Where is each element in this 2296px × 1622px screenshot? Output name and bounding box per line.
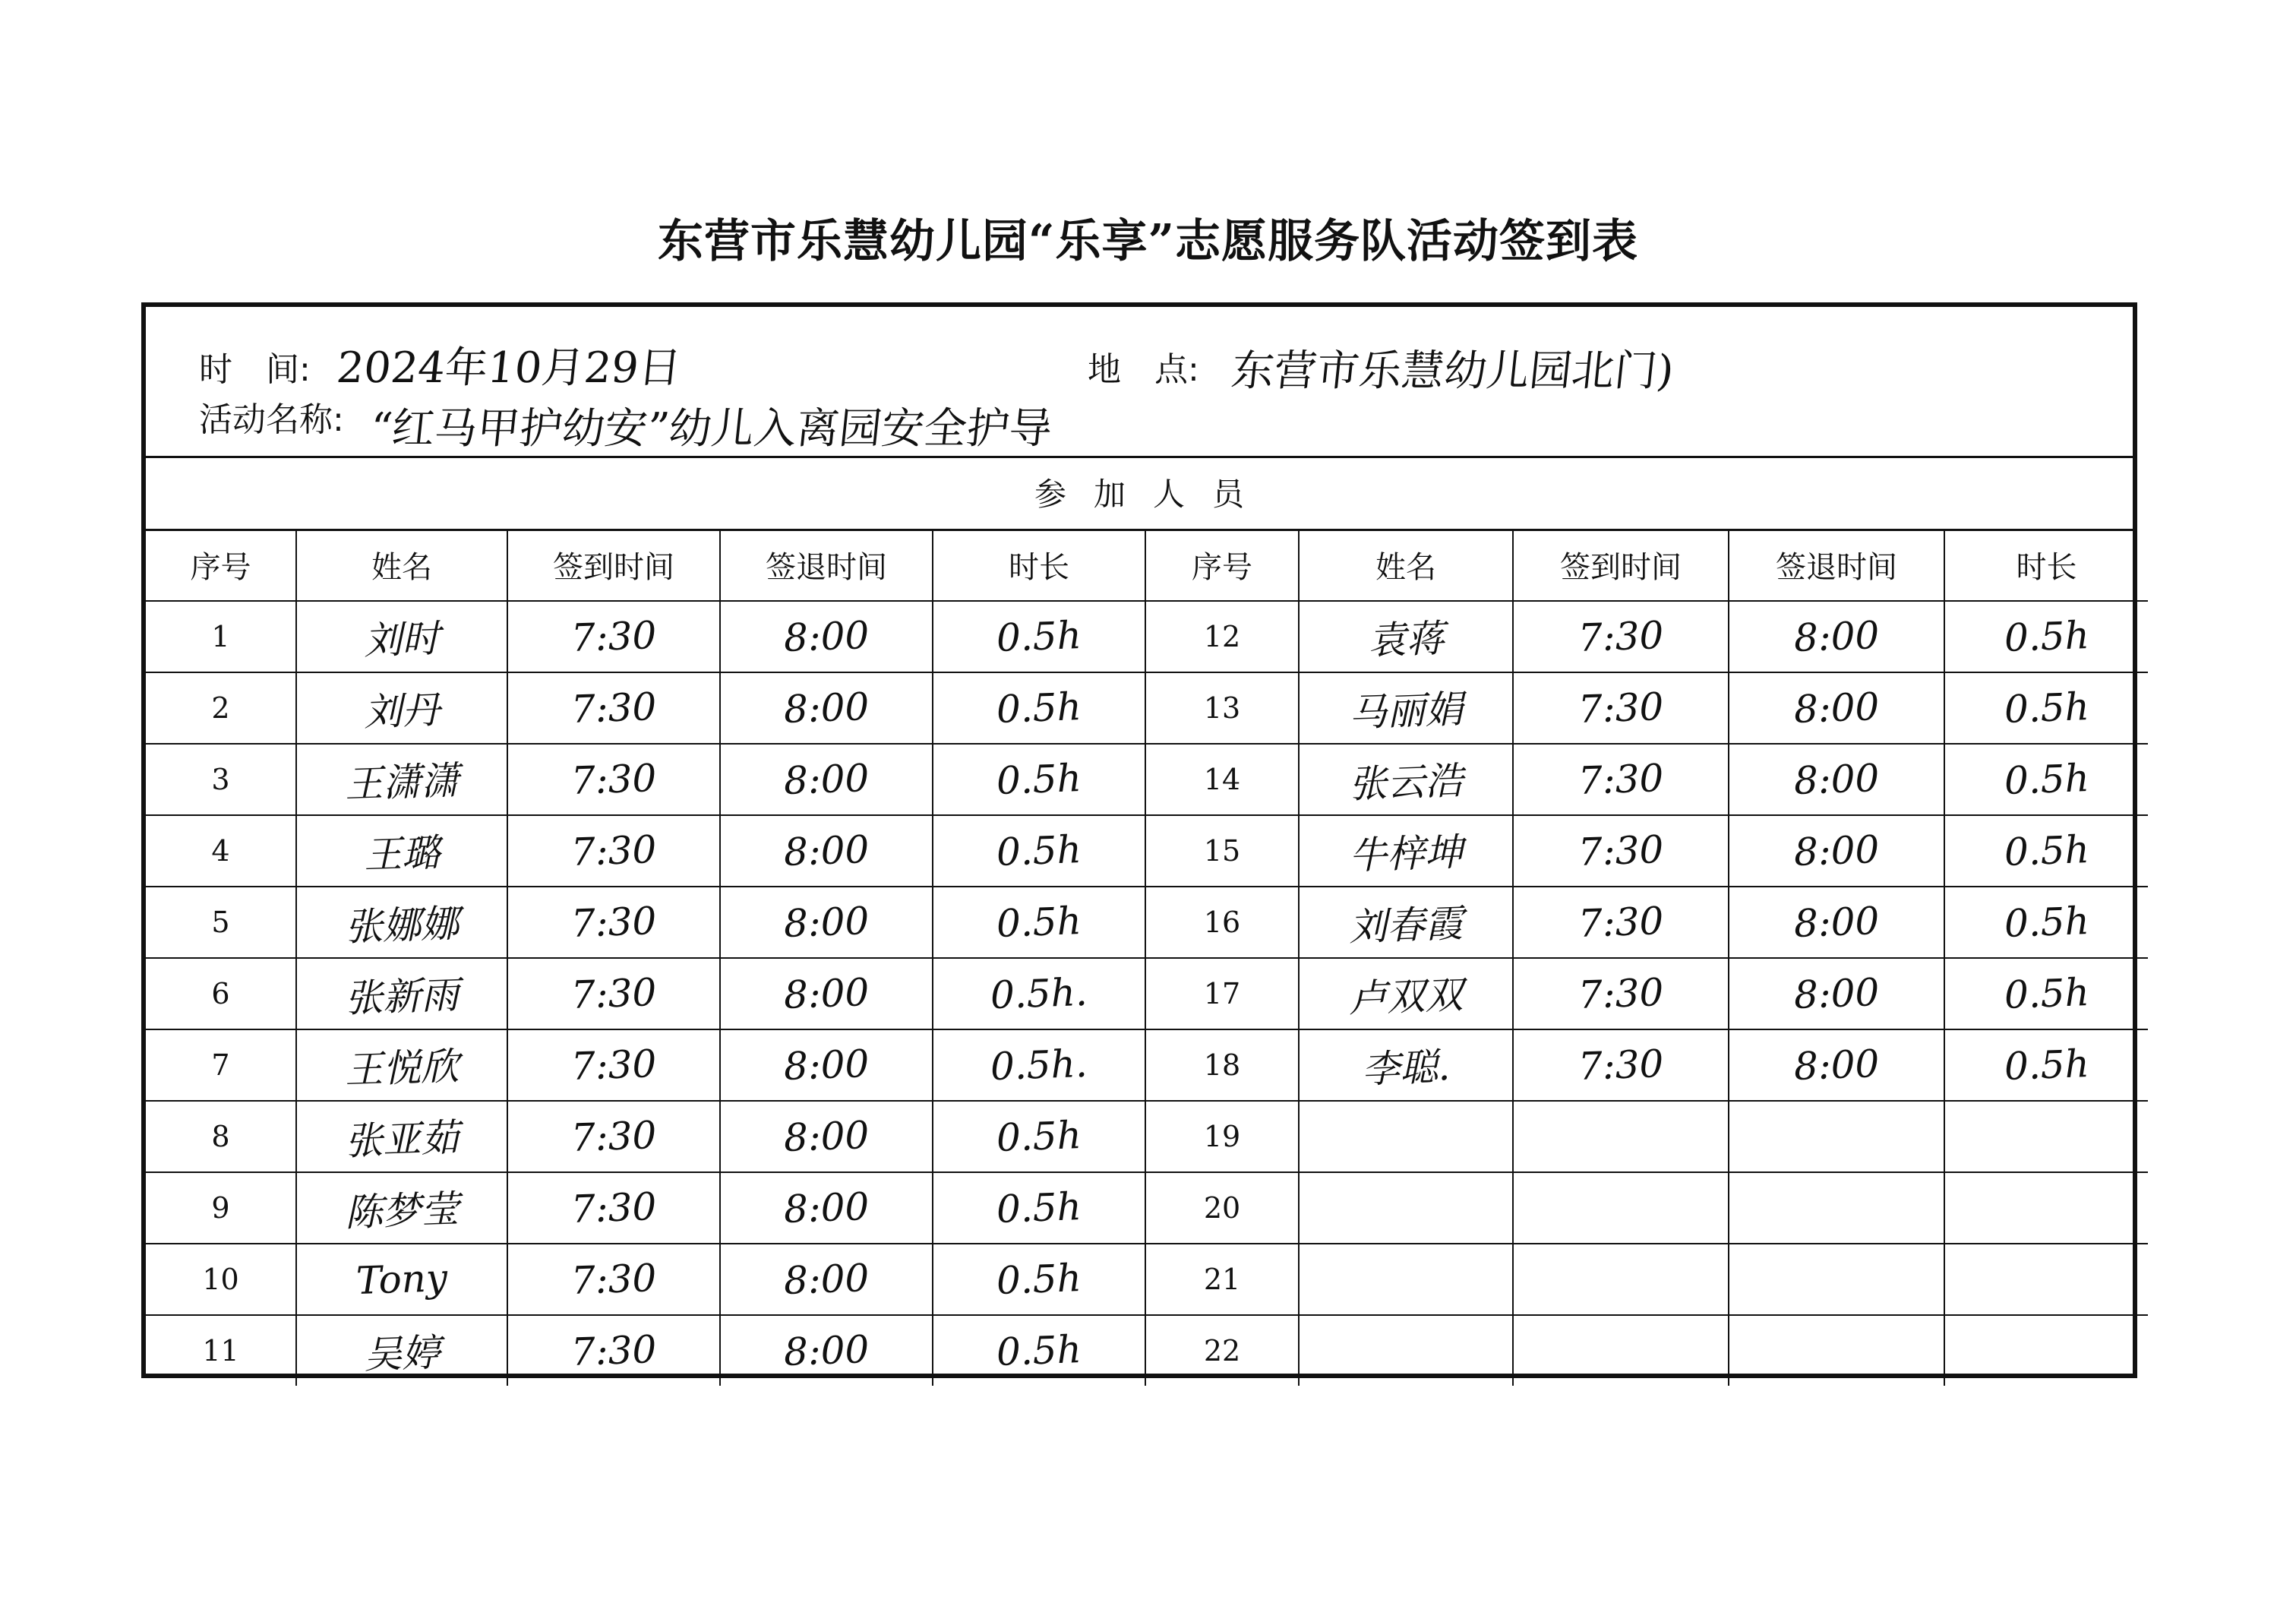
sign-out-time: 8:00 xyxy=(782,827,870,874)
sign-in-time-cell xyxy=(1513,1029,1729,1101)
sign-in-time-cell xyxy=(507,744,720,815)
participant-name-cell xyxy=(296,1172,507,1244)
row-number: 16 xyxy=(1203,906,1241,939)
duration: 0.5h xyxy=(996,685,1082,732)
sign-in-time: 7:30 xyxy=(570,685,658,732)
row-number-cell xyxy=(146,744,296,815)
col-header-duration: 时长 xyxy=(933,529,1145,601)
row-number-cell xyxy=(146,1029,296,1101)
table-row xyxy=(146,887,2148,958)
col-header-name: 姓名 xyxy=(1299,529,1513,601)
sign-in-sheet xyxy=(141,302,2137,1378)
row-number: 10 xyxy=(202,1263,239,1296)
duration: 0.5h xyxy=(996,1113,1082,1160)
row-number-cell xyxy=(146,601,296,672)
sign-in-time: 7:30 xyxy=(570,756,658,803)
sign-in-time-cell xyxy=(1513,958,1729,1029)
sign-out-time: 8:00 xyxy=(1792,899,1881,946)
row-number: 19 xyxy=(1203,1120,1241,1153)
col-header-no: 序号 xyxy=(1145,529,1299,601)
participant-name: 刘丹 xyxy=(363,688,441,735)
col-header-sign-out: 签退时间 xyxy=(1729,529,1944,601)
participants-header-label: 参加人员 xyxy=(1034,476,1271,513)
row-number-cell xyxy=(146,1315,296,1386)
participant-name: 李聪. xyxy=(1361,1044,1451,1092)
duration: 0.5h xyxy=(2003,756,2090,803)
participant-name-cell xyxy=(296,1029,507,1101)
sign-out-time-cell xyxy=(720,1172,933,1244)
sign-out-time: 8:00 xyxy=(782,613,870,660)
sign-in-time-cell xyxy=(1513,1244,1729,1315)
sign-out-time-cell xyxy=(720,958,933,1029)
sign-in-time: 7:30 xyxy=(1577,827,1665,874)
participant-name-cell xyxy=(296,887,507,958)
time-value: 2024年10月29日 xyxy=(334,343,684,393)
participant-name: 刘时 xyxy=(363,616,441,663)
sign-in-time-cell xyxy=(507,887,720,958)
row-number: 7 xyxy=(211,1048,230,1082)
row-number-cell xyxy=(146,958,296,1029)
row-number: 21 xyxy=(1203,1263,1241,1296)
duration-cell xyxy=(1944,672,2148,744)
participant-name-cell xyxy=(1299,601,1513,672)
duration-cell xyxy=(933,1244,1145,1315)
row-number: 14 xyxy=(1203,763,1241,796)
row-number-cell xyxy=(1145,1101,1299,1172)
sign-in-time-cell xyxy=(1513,1315,1729,1386)
time-label: 时 间: xyxy=(199,350,311,389)
sign-in-time-cell xyxy=(507,1315,720,1386)
sign-in-time-cell xyxy=(507,815,720,887)
sign-out-time-cell xyxy=(1729,887,1944,958)
participant-name-cell xyxy=(1299,1315,1513,1386)
participant-name-cell xyxy=(1299,1029,1513,1101)
sign-out-time-cell xyxy=(720,1244,933,1315)
participant-name: 袁蒋 xyxy=(1367,616,1445,663)
duration-cell xyxy=(1944,1315,2148,1386)
duration-cell xyxy=(1944,1172,2148,1244)
sign-out-time: 8:00 xyxy=(1792,756,1881,803)
duration-cell xyxy=(1944,887,2148,958)
sign-in-time: 7:30 xyxy=(1577,613,1665,660)
duration-cell xyxy=(933,1101,1145,1172)
row-number-cell xyxy=(1145,815,1299,887)
row-number-cell xyxy=(146,1101,296,1172)
participant-name-cell xyxy=(296,958,507,1029)
row-number-cell xyxy=(1145,958,1299,1029)
sign-out-time-cell xyxy=(1729,958,1944,1029)
duration: 0.5h. xyxy=(990,969,1088,1018)
sign-out-time-cell xyxy=(720,815,933,887)
sign-in-time-cell xyxy=(1513,744,1729,815)
row-number-cell xyxy=(1145,601,1299,672)
duration: 0.5h xyxy=(996,827,1082,874)
participant-name: 张云浩 xyxy=(1348,758,1464,807)
table-row xyxy=(146,1315,2148,1386)
participant-name-cell xyxy=(1299,1244,1513,1315)
row-number: 15 xyxy=(1203,834,1241,868)
col-header-name: 姓名 xyxy=(296,529,507,601)
sign-in-time-cell xyxy=(1513,815,1729,887)
table-row xyxy=(146,1172,2148,1244)
row-number: 9 xyxy=(211,1191,230,1225)
participant-name: 王悦欣 xyxy=(344,1044,460,1092)
sign-in-time: 7:30 xyxy=(1577,970,1665,1017)
row-number-cell xyxy=(146,672,296,744)
sign-out-time-cell xyxy=(1729,1315,1944,1386)
sign-in-time: 7:30 xyxy=(570,899,658,946)
sign-in-time-cell xyxy=(507,1244,720,1315)
sign-out-time-cell xyxy=(1729,815,1944,887)
row-number: 5 xyxy=(211,906,230,939)
duration-cell xyxy=(1944,1244,2148,1315)
row-number: 20 xyxy=(1203,1191,1241,1225)
row-number: 17 xyxy=(1203,977,1241,1010)
participant-name: 卢双双 xyxy=(1348,972,1464,1021)
duration-cell xyxy=(933,1172,1145,1244)
participant-name: 马丽娟 xyxy=(1348,687,1464,735)
sign-out-time: 8:00 xyxy=(782,1113,870,1160)
col-header-sign-in: 签到时间 xyxy=(507,529,720,601)
participant-name: 吴婷 xyxy=(363,1330,441,1377)
table-row xyxy=(146,744,2148,815)
row-number: 6 xyxy=(211,977,230,1010)
duration: 0.5h xyxy=(2003,613,2090,660)
sign-in-time: 7:30 xyxy=(570,1184,658,1232)
sign-out-time-cell xyxy=(1729,1101,1944,1172)
duration-cell xyxy=(933,815,1145,887)
activity-name-label: 活动名称: xyxy=(199,400,344,439)
row-number-cell xyxy=(1145,1244,1299,1315)
duration-cell xyxy=(933,672,1145,744)
row-number-cell xyxy=(146,1244,296,1315)
participant-name-cell xyxy=(1299,744,1513,815)
participant-name: 刘春霞 xyxy=(1348,901,1464,950)
sign-out-time-cell xyxy=(1729,1029,1944,1101)
duration: 0.5h xyxy=(2003,899,2090,946)
sign-out-time: 8:00 xyxy=(782,1256,870,1303)
participant-name-cell xyxy=(296,1244,507,1315)
row-number: 13 xyxy=(1203,691,1241,725)
sign-in-time: 7:30 xyxy=(570,1042,658,1089)
place-label: 地 点: xyxy=(1088,350,1199,389)
sign-in-time: 7:30 xyxy=(1577,899,1665,946)
row-number-cell xyxy=(146,1172,296,1244)
duration-cell xyxy=(1944,958,2148,1029)
sign-out-time: 8:00 xyxy=(782,685,870,732)
sign-in-time-cell xyxy=(507,1029,720,1101)
participant-name-cell xyxy=(1299,1172,1513,1244)
duration-cell xyxy=(933,887,1145,958)
sign-out-time-cell xyxy=(720,1315,933,1386)
table-row xyxy=(146,1029,2148,1101)
col-header-sign-in: 签到时间 xyxy=(1513,529,1729,601)
sign-out-time-cell xyxy=(720,672,933,744)
row-number: 12 xyxy=(1203,620,1241,653)
row-number: 4 xyxy=(211,834,230,868)
participant-name-cell xyxy=(296,1101,507,1172)
row-number-cell xyxy=(1145,1029,1299,1101)
activity-info xyxy=(146,307,2133,458)
header-row xyxy=(146,529,2148,601)
sign-out-time: 8:00 xyxy=(782,1042,870,1089)
participant-name: 张亚茹 xyxy=(344,1115,460,1164)
sign-out-time: 8:00 xyxy=(782,899,870,946)
duration: 0.5h xyxy=(2003,685,2090,732)
sign-out-time-cell xyxy=(1729,601,1944,672)
participants-table xyxy=(146,529,2148,1386)
duration: 0.5h xyxy=(996,1327,1082,1374)
participant-name-cell xyxy=(1299,958,1513,1029)
participant-name-cell xyxy=(296,672,507,744)
participant-name-cell xyxy=(296,601,507,672)
participant-name: 张新雨 xyxy=(344,972,460,1021)
sign-out-time-cell xyxy=(720,744,933,815)
sign-in-time: 7:30 xyxy=(570,970,658,1017)
participant-name-cell xyxy=(1299,887,1513,958)
sign-in-time: 7:30 xyxy=(1577,756,1665,803)
sign-out-time-cell xyxy=(720,1101,933,1172)
duration: 0.5h xyxy=(996,756,1082,803)
sign-out-time: 8:00 xyxy=(782,970,870,1017)
sign-out-time-cell xyxy=(1729,744,1944,815)
duration: 0.5h xyxy=(996,1256,1082,1303)
participant-name-cell xyxy=(1299,1101,1513,1172)
row-number: 11 xyxy=(202,1334,239,1367)
sign-out-time: 8:00 xyxy=(782,1327,870,1374)
row-number-cell xyxy=(1145,1172,1299,1244)
duration-cell xyxy=(1944,1029,2148,1101)
sign-out-time: 8:00 xyxy=(1792,1042,1881,1089)
row-number-cell xyxy=(1145,1315,1299,1386)
participant-name-cell xyxy=(296,815,507,887)
duration: 0.5h xyxy=(996,613,1082,660)
row-number-cell xyxy=(1145,744,1299,815)
sign-in-time: 7:30 xyxy=(1577,685,1665,732)
sign-out-time: 8:00 xyxy=(1792,970,1881,1017)
duration-cell xyxy=(1944,815,2148,887)
table-row xyxy=(146,1101,2148,1172)
row-number-cell xyxy=(146,887,296,958)
sign-in-time-cell xyxy=(507,958,720,1029)
participant-name-cell xyxy=(296,1315,507,1386)
participants-header xyxy=(146,456,2133,531)
sign-in-time: 7:30 xyxy=(570,827,658,874)
participants-rows xyxy=(146,601,2148,1386)
table-row xyxy=(146,672,2148,744)
duration-cell xyxy=(933,601,1145,672)
col-header-sign-out: 签退时间 xyxy=(720,529,933,601)
row-number-cell xyxy=(146,815,296,887)
participant-name-cell xyxy=(1299,815,1513,887)
duration-cell xyxy=(1944,601,2148,672)
col-header-no: 序号 xyxy=(146,529,296,601)
sign-out-time-cell xyxy=(1729,1244,1944,1315)
duration-cell xyxy=(1944,1101,2148,1172)
duration: 0.5h. xyxy=(990,1041,1088,1089)
participant-name: 陈梦莹 xyxy=(344,1187,460,1235)
participant-name: 张娜娜 xyxy=(344,901,460,950)
row-number: 18 xyxy=(1203,1048,1241,1082)
participant-name-cell xyxy=(296,744,507,815)
sign-in-time: 7:30 xyxy=(570,1327,658,1374)
sign-out-time: 8:00 xyxy=(1792,685,1881,732)
duration: 0.5h xyxy=(2003,827,2090,874)
sign-in-time-cell xyxy=(507,1172,720,1244)
sign-out-time-cell xyxy=(720,601,933,672)
duration-cell xyxy=(933,958,1145,1029)
row-number-cell xyxy=(1145,887,1299,958)
page-title: 东营市乐慧幼儿园“乐享”志愿服务队活动签到表 xyxy=(657,215,1639,268)
sign-out-time: 8:00 xyxy=(782,1184,870,1232)
sign-in-time: 7:30 xyxy=(1577,1042,1665,1089)
sign-in-time: 7:30 xyxy=(570,613,658,660)
sign-in-time: 7:30 xyxy=(570,1256,658,1303)
sign-out-time: 8:00 xyxy=(782,756,870,803)
participant-name: 牛梓坤 xyxy=(1348,830,1464,878)
row-number: 2 xyxy=(211,691,230,725)
duration-cell xyxy=(933,1029,1145,1101)
participant-name: 王璐 xyxy=(363,830,441,877)
sign-in-time: 7:30 xyxy=(570,1113,658,1160)
participant-name-cell xyxy=(1299,672,1513,744)
table-row xyxy=(146,958,2148,1029)
duration-cell xyxy=(933,744,1145,815)
duration: 0.5h xyxy=(996,899,1082,946)
activity-name-value: “红马甲护幼安”幼儿入离园安全护导 xyxy=(368,404,1055,454)
row-number: 22 xyxy=(1203,1334,1241,1367)
duration: 0.5h xyxy=(996,1184,1082,1232)
participant-name: Tony xyxy=(355,1255,448,1304)
sign-in-time-cell xyxy=(1513,1172,1729,1244)
sign-out-time-cell xyxy=(1729,1172,1944,1244)
sign-out-time-cell xyxy=(1729,672,1944,744)
sign-in-time-cell xyxy=(507,1101,720,1172)
row-number-cell xyxy=(1145,672,1299,744)
duration: 0.5h xyxy=(2003,970,2090,1017)
table-row xyxy=(146,601,2148,672)
sign-in-time-cell xyxy=(1513,887,1729,958)
sign-out-time: 8:00 xyxy=(1792,613,1881,660)
row-number: 1 xyxy=(211,620,230,653)
duration-cell xyxy=(1944,744,2148,815)
place-value: 东营市乐慧幼儿园北门) xyxy=(1229,346,1676,396)
sign-in-time-cell xyxy=(1513,601,1729,672)
table-row xyxy=(146,1244,2148,1315)
duration-cell xyxy=(933,1315,1145,1386)
duration: 0.5h xyxy=(2003,1042,2090,1089)
sign-in-time-cell xyxy=(1513,672,1729,744)
participant-name: 王潇潇 xyxy=(344,758,460,807)
sign-in-time-cell xyxy=(507,601,720,672)
sign-in-time-cell xyxy=(1513,1101,1729,1172)
table-row xyxy=(146,815,2148,887)
row-number: 8 xyxy=(211,1120,230,1153)
sign-out-time-cell xyxy=(720,1029,933,1101)
col-header-duration: 时长 xyxy=(1944,529,2148,601)
sign-out-time: 8:00 xyxy=(1792,827,1881,874)
sign-in-time-cell xyxy=(507,672,720,744)
sign-out-time-cell xyxy=(720,887,933,958)
row-number: 3 xyxy=(211,763,230,796)
